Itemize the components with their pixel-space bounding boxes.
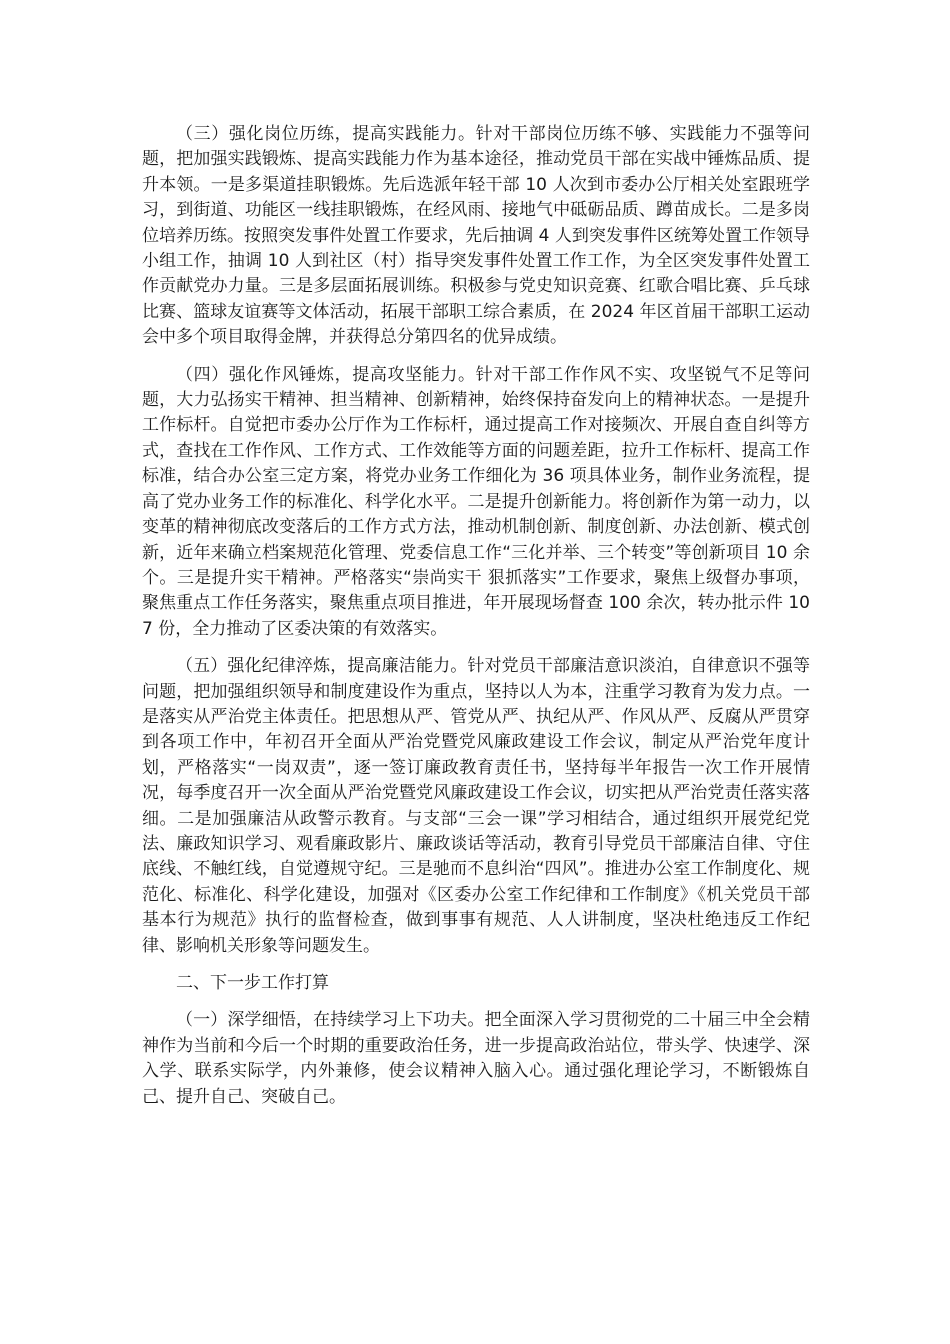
paragraph-job-training: （三）强化岗位历练，提高实践能力。针对干部岗位历练不够、实践能力不强等问题，把加强实践锻炼、提高实践能力作为基本途径，推动党员干部在实战中锤炼品质、提升本领。一是多渠道挂职锻炼。先后选派年轻干部 10 人次到市委办公厅相关处室跟班学习，到街道、功能区一线挂职锻炼，在经风雨、接地气中砥砺品质、蹲苗成长。二是多岗位培养历练。按照突发事件处置工作要求，先后抽调 4 人到突发事件区统筹处置工作领导小组工作，抽调 10 人到社区（村）指导突发事件处置工作工作，为全区突发事件处置工作贡献党办力量。三是多层面拓展训练。积极参与党史知识竞赛、红歌合唱比赛、乒乓球比赛、篮球友谊赛等文体活动，拓展干部职工综合素质，在 2024 年区首届干部职工运动会中多个项目取得金牌，并获得总分第四名的优异成绩。 bbox=[142, 124, 810, 348]
section-heading-next-steps: 二、下一步工作打算 bbox=[176, 973, 329, 993]
paragraph-discipline: （五）强化纪律淬炼，提高廉洁能力。针对党员干部廉洁意识淡泊，自律意识不强等问题，把加强组织领导和制度建设作为重点，坚持以人为本，注重学习教育为发力点。一是落实从严治党主体责任。把思想从严、管党从严、执纪从严、作风从严、反腐从严贯穿到各项工作中，年初召开全面从严治党暨党风廉政建设工作会议，制定从严治党年度计划，严格落实“一岗双责”，逐一签订廉政教育责任书，坚持每半年报告一次工作开展情况，每季度召开一次全面从严治党暨党风廉政建设工作会议，切实把从严治党责任落实落细。二是加强廉洁从政警示教育。与支部“三会一课”学习相结合，通过组织开展党纪党法、廉政知识学习、观看廉政影片、廉政谈话等活动，教育引导党员干部廉洁自律、守住底线、不触红线，自觉遵规守纪。三是驰而不息纠治“四风”。推进办公室工作制度化、规范化、标准化、科学化建设，加强对《区委办公室工作纪律和工作制度》《机关党员干部基本行为规范》执行的监督检查，做到事事有规范、人人讲制度，坚决杜绝违反工作纪律、影响机关形象等问题发生。 bbox=[142, 656, 810, 956]
paragraph-study: （一）深学细悟，在持续学习上下功夫。把全面深入学习贯彻党的二十届三中全会精神作为当前和今后一个时期的重要政治任务，进一步提高政治站位，带头学、快速学、深入学、联系实际学，内外兼修，使会议精神入脑入心。通过强化理论学习，不断锻炼自己、提升自己、突破自己。 bbox=[142, 1010, 810, 1107]
document-page bbox=[142, 122, 810, 1122]
paragraph-work-style: （四）强化作风锤炼，提高攻坚能力。针对干部工作作风不实、攻坚锐气不足等问题，大力弘扬实干精神、担当精神、创新精神，始终保持奋发向上的精神状态。一是提升工作标杆。自觉把市委办公厅作为工作标杆，通过提高工作对接频次、开展自查自纠等方式，查找在工作作风、工作方式、工作效能等方面的问题差距，拉升工作标杆、提高工作标准，结合办公室三定方案，将党办业务工作细化为 36 项具体业务，制作业务流程，提高了党办业务工作的标准化、科学化水平。二是提升创新能力。将创新作为第一动力，以变革的精神彻底改变落后的工作方式方法，推动机制创新、制度创新、办法创新、模式创新，近年来确立档案规范化管理、党委信息工作“三化并举、三个转变”等创新项目 10 余个。三是提升实干精神。严格落实“崇尚实干 狠抓落实”工作要求，聚焦上级督办事项，聚焦重点工作任务落实，聚焦重点项目推进，年开展现场督查 100 余次，转办批示件 107 份，全力推动了区委决策的有效落实。 bbox=[142, 364, 810, 639]
